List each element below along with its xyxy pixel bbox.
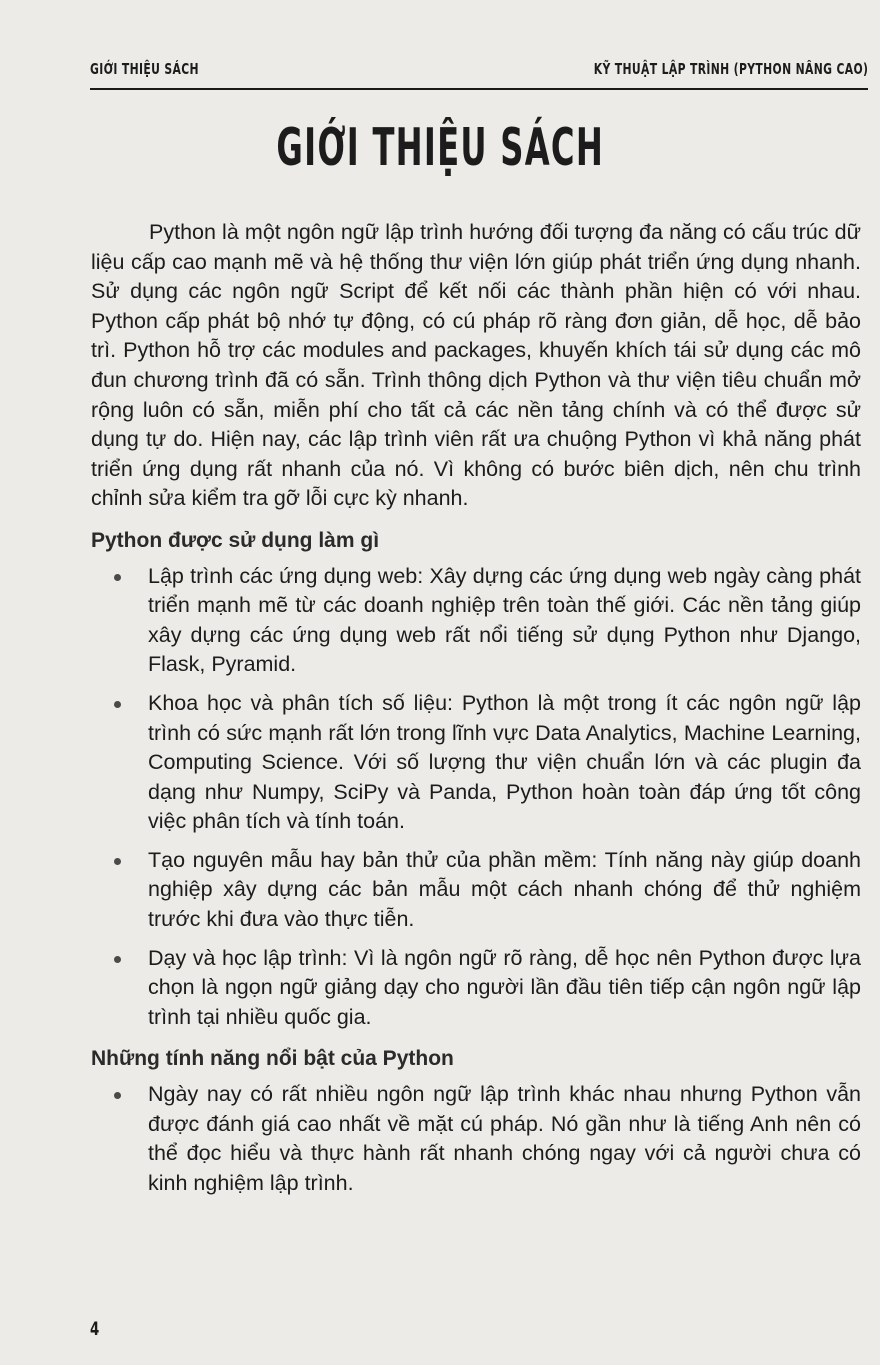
bullet-icon <box>114 858 121 865</box>
list-item <box>91 562 861 680</box>
list-item-text: Dạy và học lập trình: Vì là ngôn ngữ rõ ràng, dễ học nên Python được lựa chọn là ngọn ngữ giảng dạy cho người lần đầu tiên tiếp cận ngôn ngữ lập trình tại nhiều quốc gia. <box>148 945 861 1029</box>
list-item <box>91 944 861 1033</box>
list-item-text: Tạo nguyên mẫu hay bản thử của phần mềm: Tính năng này giúp doanh nghiệp xây dựng các bản mẫu một cách nhanh chóng để thử nghiệm trước khi đưa vào thực tiễn. <box>148 847 861 932</box>
page-title <box>0 118 880 178</box>
intro-paragraph: Python là một ngôn ngữ lập trình hướng đối tượng đa năng có cấu trúc dữ liệu cấp cao mạnh mẽ và hệ thống thư viện lớn giúp phát triển ứng dụng nhanh. Sử dụng các ngôn ngữ Script để kết nối các thành phần hiện có với nhau. Python cấp phát bộ nhớ tự động, có cú pháp rõ ràng đơn giản, dễ học, dễ bảo trì. Python hỗ trợ các modules and packages, khuyến khích tái sử dụng các mô đun chương trình đã có sẵn. Trình thông dịch Python và thư viện tiêu chuẩn mở rộng luôn có sẵn, miễn phí cho tất cả các nền tảng chính và có thể được sử dụng tự do. Hiện nay, các lập trình viên rất ưa chuộng Python vì khả năng phát triển ứng dụng rất nhanh của nó. Vì không có bước biên dịch, nên chu trình chỉnh sửa kiểm tra gỡ lỗi cực kỳ nhanh. <box>91 220 861 511</box>
header-book-title: KỸ THUẬT LẬP TRÌNH (PYTHON NÂNG CAO) <box>593 60 868 78</box>
features-list <box>91 1080 861 1198</box>
list-item-text: Lập trình các ứng dụng web: Xây dựng các ứng dụng web ngày càng phát triển mạnh mẽ từ các doanh nghiệp trên toàn thế giới. Các nền tảng giúp xây dựng các ứng dụng web rất nổi tiếng sử dụng Python như Django, Flask, Pyramid. <box>148 563 861 677</box>
bullet-icon <box>114 574 121 581</box>
section-heading-uses: Python được sử dụng làm gì <box>91 528 380 552</box>
page-number: 4 <box>90 1318 100 1340</box>
header-section-label: GIỚI THIỆU SÁCH <box>90 60 199 78</box>
running-header <box>90 58 868 90</box>
bullet-icon <box>114 956 121 963</box>
bullet-icon <box>114 701 121 708</box>
page-body <box>91 218 861 1207</box>
uses-list <box>91 562 861 1033</box>
list-item <box>91 689 861 837</box>
list-item-text: Khoa học và phân tích số liệu: Python là một trong ít các ngôn ngữ lập trình có sức mạnh rất lớn trong lĩnh vực Data Analytics, Machine Learning, Computing Science. Với số lượng thư viện chuẩn lớn và các plugin đa dạng như Numpy, SciPy và Panda, Python hoàn toàn đáp ứng tốt công việc phân tích và tính toán. <box>148 690 861 834</box>
list-item <box>91 846 861 935</box>
list-item <box>91 1080 861 1198</box>
section-heading-features: Những tính năng nổi bật của Python <box>91 1047 454 1071</box>
page-title-text: GIỚI THIỆU SÁCH <box>276 118 604 178</box>
list-item-text: Ngày nay có rất nhiều ngôn ngữ lập trình khác nhau nhưng Python vẫn được đánh giá cao nhất về mặt cú pháp. Nó gần như là tiếng Anh nên có thể đọc hiểu và thực hành rất nhanh chóng ngay với cả người chưa có kinh nghiệm lập trình. <box>148 1082 861 1195</box>
bullet-icon <box>114 1092 121 1099</box>
